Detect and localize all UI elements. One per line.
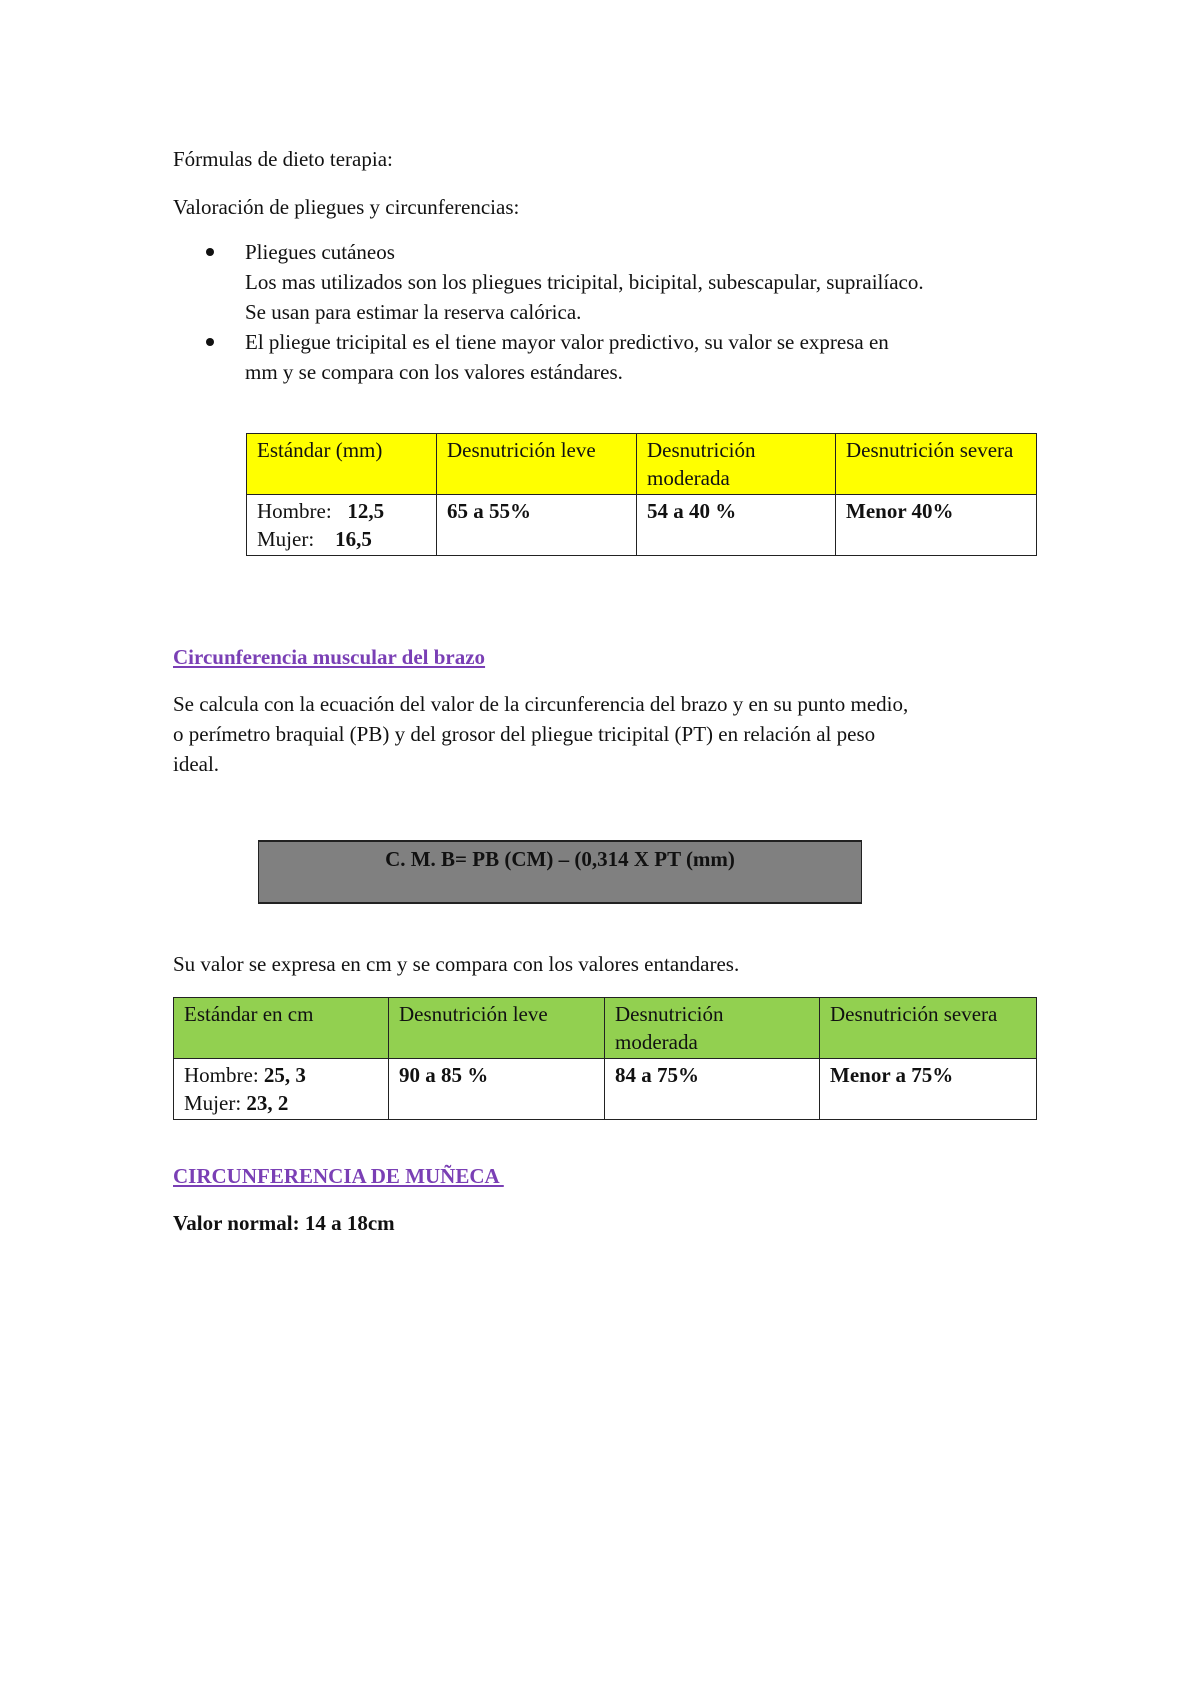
document-title: Fórmulas de dieto terapia: bbox=[173, 147, 393, 171]
moderate-value-cell: 54 a 40 % bbox=[637, 495, 836, 556]
arm-muscle-standards-table bbox=[173, 997, 1037, 1120]
bullet-2-line-1: El pliegue tricipital es el tiene mayor valor predictivo, su valor se expresa en bbox=[245, 330, 889, 354]
formula-text: C. M. B= PB (CM) – (0,314 X PT (mm) bbox=[385, 847, 735, 871]
bullet-2-line-2: mm y se compara con los valores estándares. bbox=[245, 360, 623, 384]
header-cell-severe: Desnutrición severa bbox=[820, 998, 1037, 1059]
male-label: Hombre: bbox=[184, 1063, 259, 1087]
header-cell-moderate: Desnutrición moderada bbox=[637, 434, 836, 495]
formula-box bbox=[258, 840, 862, 904]
section-heading-arm-muscle[interactable]: Circunferencia muscular del brazo bbox=[173, 645, 486, 669]
table-header-row bbox=[247, 434, 1037, 495]
table-row bbox=[247, 495, 1037, 556]
header-cell-standard: Estándar (mm) bbox=[247, 434, 437, 495]
section-heading-wrist[interactable]: CIRCUNFERENCIA DE MUÑECA bbox=[173, 1164, 504, 1188]
header-cell-mild: Desnutrición leve bbox=[437, 434, 637, 495]
male-label: Hombre: bbox=[257, 499, 332, 523]
severe-value-cell: Menor a 75% bbox=[820, 1059, 1037, 1120]
standard-values-cell bbox=[174, 1059, 389, 1120]
paragraph-line-3: ideal. bbox=[173, 752, 220, 776]
mild-value-cell: 90 a 85 % bbox=[389, 1059, 605, 1120]
mild-value-cell: 65 a 55% bbox=[437, 495, 637, 556]
table-row bbox=[174, 1059, 1037, 1120]
section-subtitle: Valoración de pliegues y circunferencias: bbox=[173, 195, 520, 219]
header-cell-mild: Desnutrición leve bbox=[389, 998, 605, 1059]
female-value: 16,5 bbox=[335, 527, 372, 551]
male-value: 12,5 bbox=[347, 499, 385, 523]
moderate-value-cell: 84 a 75% bbox=[605, 1059, 820, 1120]
bullet-dot-1 bbox=[206, 248, 214, 256]
bullet-dot-2 bbox=[206, 338, 214, 346]
bullet-1-line-2: Los mas utilizados son los pliegues tricipital, bicipital, subescapular, suprailíaco. bbox=[245, 270, 924, 294]
header-cell-standard: Estándar en cm bbox=[174, 998, 389, 1059]
skinfold-standards-table bbox=[246, 433, 1037, 556]
severe-value-cell: Menor 40% bbox=[836, 495, 1037, 556]
female-label: Mujer: bbox=[184, 1091, 242, 1115]
header-cell-severe: Desnutrición severa bbox=[836, 434, 1037, 495]
bullet-1-line-1: Pliegues cutáneos bbox=[245, 240, 395, 264]
male-value: 25, 3 bbox=[263, 1063, 306, 1087]
after-formula-text: Su valor se expresa en cm y se compara con los valores entandares. bbox=[173, 952, 740, 976]
female-value: 23, 2 bbox=[246, 1091, 289, 1115]
table-header-row bbox=[174, 998, 1037, 1059]
paragraph-line-2: o perímetro braquial (PB) y del grosor del pliegue tricipital (PT) en relación al peso bbox=[173, 722, 876, 746]
female-label: Mujer: bbox=[257, 527, 315, 551]
paragraph-line-1: Se calcula con la ecuación del valor de la circunferencia del brazo y en su punto medio, bbox=[173, 692, 909, 716]
standard-values-cell bbox=[247, 495, 437, 556]
header-cell-moderate: Desnutrición moderada bbox=[605, 998, 820, 1059]
bullet-1-line-3: Se usan para estimar la reserva calórica. bbox=[245, 300, 582, 324]
wrist-normal-value: Valor normal: 14 a 18cm bbox=[173, 1211, 395, 1235]
